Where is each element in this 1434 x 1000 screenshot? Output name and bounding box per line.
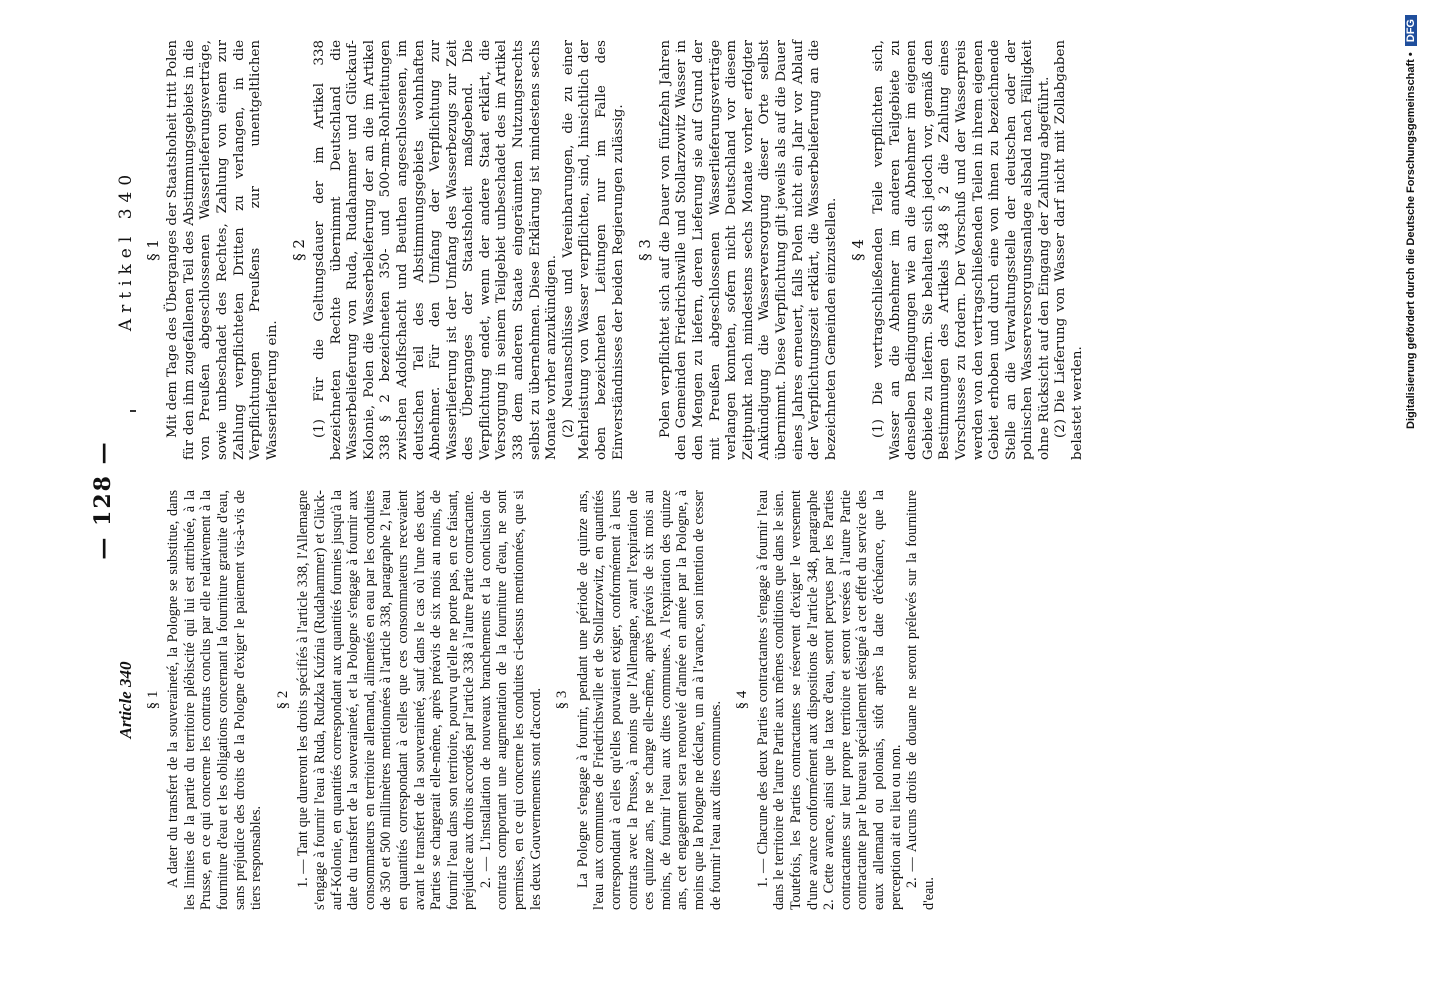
german-column	[112, 40, 1087, 460]
french-section-heading: § 3	[554, 690, 571, 710]
german-paragraph: (1) Die vertragschließenden Teile verpflichten sich, Wasser an die Abnehmer im anderen Teilgebiete zu denselben Bedingungen wie an die Abnehmer im eigenen Gebiete zu liefern. Sie behalten sich jedoch vor, gemäß den Bestimmungen des Artikels 348 § 2 die Zahlung eines Vorschusses zu fordern. Der Vorschuß und der Wasserpreis werden von den vertragschließenden Teilen in ihrem eigenen Gebiet erhoben und durch eine von ihnen zu bezeichnende Stelle an die Verwaltungsstelle der deutschen oder der polnischen Wasserversorgungsanlage alsbald nach Fälligkeit ohne Rücksicht auf den Eingang der Zahlung abgeführt.	[870, 40, 1052, 460]
dfg-footer-text: Digitalisierung gefördert durch die Deutsche Forschungsgemeinschaft •	[1405, 52, 1417, 429]
dfg-logo: DFG	[1405, 15, 1417, 46]
german-paragraph: (2) Neuanschlüsse und Vereinbarungen, die zu einer Mehrleistung von Wasser verpflichten, sind, hinsichtlich der oben bezeichneten Leitungen nur im Falle des Einverständnisses der beiden Regierungen zulässig.	[560, 40, 626, 460]
french-column	[112, 490, 937, 910]
french-section-heading: § 1	[144, 690, 161, 710]
german-section-heading: § 1	[143, 239, 162, 261]
page-number: — 128 —	[90, 440, 116, 560]
dfg-footer	[1405, 15, 1417, 985]
french-paragraph: 1. — Tant que dureront les droits spécifiés à l'article 338, l'Allemagne s'engage à fournir l'eau à Ruda, Rudzka Kuźnia (Rudahammer) et Glück-auf-Kolonie, en quantités correspondant aux quantités fournies jusqu'à la date du transfert de la souveraineté, et la Pologne s'engage à fournir aux consommateurs en territoire allemand, alimentés en eau par les conduites de 350 et 500 millimètres mentionnées à l'article 338, paragraphe 2, l'eau en quantités correspondant à celles que ces consommateurs recevaient avant le transfert de la souveraineté, sauf dans le cas où l'une des deux Parties se chargerait elle-même, après préavis de six mois au moins, de fournir l'eau dans son territoire, pourvu qu'elle ne porte pas, en ce faisant, préjudice aux droits accordés par l'article 338 à l'autre Partie contractante.	[295, 490, 478, 910]
french-paragraph: A dater du transfert de la souveraineté, la Pologne se substitue, dans les limites de la partie du territoire plébiscité qui lui est attribuée, à la Prusse, en ce qui concerne les contrats conclus par elle relativement à la fourniture d'eau et les obligations concernant la fourniture gratuite d'eau, sans préjudice des droits de la Pologne d'exiger le paiement vis-à-vis de tiers responsables.	[165, 490, 265, 910]
german-section-heading: § 2	[290, 239, 309, 261]
german-section-heading: § 4	[849, 239, 868, 261]
german-paragraph: Mit dem Tage des Überganges der Staatshoheit tritt Polen für den ihm zugefallenen Teil des Abstimmungsgebiets in die von Preußen abgeschlossenen Wasserlieferungsverträge, sowie unbeschadet des Rechtes, Zahlung von einem zur Zahlung verpflichteten Dritten zu verlangen, in die Verpflichtungen Preußens zur unentgeltlichen Wasserlieferung ein.	[165, 40, 280, 460]
german-paragraph: (1) Für die Geltungsdauer der im Artikel 338 bezeichneten Rechte übernimmt Deutschland die Wasserbelieferung von Ruda, Rudahammer und Glückauf-Kolonie, Polen die Wasserbelieferung der an die im Artikel 338 § 2 bezeichneten 350- und 500-mm-Rohrleitungen zwischen Adolfschacht und Beuthen angeschlossenen, im deutschen Teil des Abstimmungsgebiets wohnhaften Abnehmer. Für den Umfang der Verpflichtung zur Wasserlieferung ist der Umfang des Wasserbezugs zur Zeit des Überganges der Staatshoheit maßgebend. Die Verpflichtung endet, wenn der andere Staat erklärt, die Versorgung in seinem Teilgebiet unbeschadet des im Artikel 338 dem anderen Staate eingeräumten Nutzungsrechts selbst zu übernehmen. Diese Erklärung ist mindestens sechs Monate vorher anzukündigen.	[311, 40, 560, 460]
french-paragraph: La Pologne s'engage à fournir, pendant une période de quinze ans, l'eau aux communes de Friedrichswille et de Stollarzowitz, en quantités correspondant à celles qu'elles pouvaient exiger, conformément à leurs contrats avec la Prusse, à moins que l'Allemagne, avant l'expiration de ces quinze ans, ne se charge elle-même, après préavis de six mois au moins, de fournir l'eau aux dites communes. A l'expiration des quinze ans, cet engagement sera renouvelé d'année en année par la Pologne, à moins que la Pologne ne déclare, un an à l'avance, son intention de cesser de fournir l'eau aux dites communes.	[574, 490, 724, 910]
french-paragraph: 2. — L'installation de nouveaux branchements et la conclusion de contrats comportant une augmentation de la fourniture d'eau, ne sont permises, en ce qui concerne les conduites ci-dessus mentionnées, que si les deux Gouvernements sont d'accord.	[477, 490, 544, 910]
french-article-title: Article 340	[116, 661, 135, 739]
german-paragraph: Polen verpflichtet sich auf die Dauer von fünfzehn Jahren den Gemeinden Friedrichswille und Stollarzowitz Wasser in den Mengen zu liefern, deren Lieferung sie auf Grund der mit Preußen abgeschlossenen Wasserlieferungsverträge verlangen konnten, sofern nicht Deutschland vor diesem Zeitpunkt nach mindestens sechs Monate vorher erfolgter Ankündigung die Wasserversorgung dieser Orte selbst übernimmt. Diese Verpflichtung gilt jeweils als auf die Dauer eines Jahres erneuert, falls Polen nicht ein Jahr vor Ablauf der Verpflichtungszeit erklärt, die Wasserbelieferung an die bezeichneten Gemeinden einzustellen.	[657, 40, 839, 460]
french-section-heading: § 2	[274, 690, 291, 710]
french-paragraph: 1. — Chacune des deux Parties contractantes s'engage à fournir l'eau dans le territoire de l'autre Partie aux mêmes conditions que dans le sien. Toutefois, les Parties contractantes se réservent d'exiger le versement d'une avance conformément aux dispositions de l'article 348, paragraphe 2. Cette avance, ainsi que la taxe d'eau, seront perçues par les Parties contractantes sur leur propre territoire et seront versées à l'autre Partie contractante par le bureau spécialement désigné à cet effet du service des eaux allemand ou polonais, sitôt après la date d'échéance, que la perception ait eu lieu ou non.	[754, 490, 904, 910]
german-section-heading: § 3	[636, 239, 655, 261]
french-paragraph: 2. — Aucuns droits de douane ne seront prélevés sur la fourniture d'eau.	[904, 490, 937, 910]
german-paragraph: (2) Die Lieferung von Wasser darf nicht mit Zollabgaben belastet werden.	[1053, 40, 1086, 460]
french-section-heading: § 4	[734, 690, 751, 710]
german-article-title: Artikel 340	[116, 168, 136, 332]
